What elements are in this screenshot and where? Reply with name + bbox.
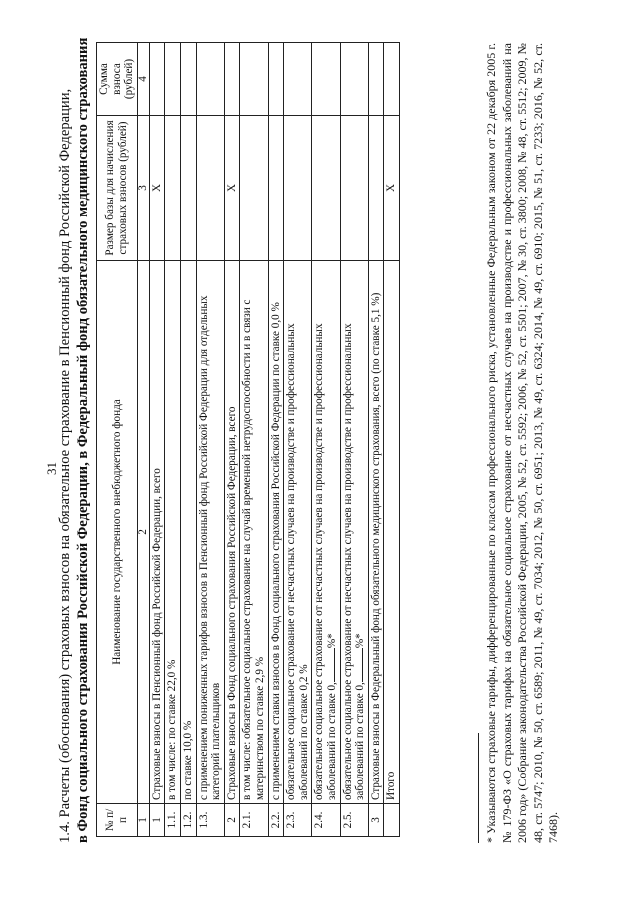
row-base [196,116,224,261]
row-base [180,116,196,261]
row-name: обязательное социальное страхование от несчастных случаев на производстве и профессиональных заболеваний по ставке 0,2 % [284,261,312,804]
row-base: X [149,116,165,261]
row-sum [224,43,240,116]
row-base [240,116,268,261]
row-sum [165,43,181,116]
footnote-mark: %* [354,633,367,649]
row-name: Страховые взносы в Фонд социального страхования Российской Федерации, всего [224,261,240,804]
row-number: 3 [368,804,384,837]
header-number: № п/п [97,804,138,837]
row-sum [180,43,196,116]
row-sum [240,43,268,116]
row-number: 1.1. [165,804,181,837]
row-sum [340,43,368,116]
title-line-2: в Фонд социального страхования Российской Федерации, в Федеральный фонд обязательного медицинского страхования [75,37,91,843]
row-base [165,116,181,261]
row-base: X [384,116,400,261]
header-sum: Сумма взноса (рублей) [97,43,138,116]
header-base: Размер базы для начисления страховых взносов (рублей) [97,116,138,261]
row-number: 2.4. [312,804,340,837]
column-index: 4 [137,43,149,116]
row-name [340,261,368,804]
row-base [268,116,284,261]
blank-rate-line [334,648,335,682]
blank-rate-line [362,648,363,682]
row-base [368,116,384,261]
table-row [196,43,224,837]
row-sum [312,43,340,116]
row-name-text: обязательное социальное страхование от несчастных случаев на производстве и профессиональных заболеваний по ставке 0, [313,323,338,800]
row-base [284,116,312,261]
table-row [312,43,340,837]
table-row [224,43,240,837]
page-number: 31 [44,462,59,475]
row-sum [196,43,224,116]
row-name: с применением пониженных тарифов взносов в Пенсионный фонд Российской Федерации для отдельных категорий плательщиков [196,261,224,804]
row-base [312,116,340,261]
footnote-divider [478,733,479,843]
row-base: X [224,116,240,261]
row-name: по ставке 10,0 % [180,261,196,804]
table-row [268,43,284,837]
row-name: Итого [384,261,400,804]
table-row-total [384,43,400,837]
column-index: 3 [137,116,149,261]
row-name [312,261,340,804]
row-name: Страховые взносы в Пенсионный фонд Российской Федерации, всего [149,261,165,804]
column-index-row [137,43,149,837]
table-row [180,43,196,837]
row-name: в том числе: по ставке 22,0 % [165,261,181,804]
row-number: 2 [224,804,240,837]
row-sum [284,43,312,116]
row-name: в том числе: обязательное социальное страхование на случай временной нетрудоспособности и в связи с материнством по ставке 2,9 % [240,261,268,804]
title-line-1: 1.4. Расчеты (обоснования) страховых взносов на обязательное страхование в Пенсионный фонд Российской Федерации, [57,88,73,843]
row-number: 1 [149,804,165,837]
table-row [284,43,312,837]
row-name: с применением ставки взносов в Фонд социального страхования Российской Федерации по ставке 0,0 % [268,261,284,804]
table-header-row [97,43,138,837]
contributions-table [96,42,400,837]
table-row [340,43,368,837]
row-name: Страховые взносы в Федеральный фонд обязательного медицинского страхования, всего (по ставке 5,1 %) [368,261,384,804]
row-number: 2.2. [268,804,284,837]
table-row [368,43,384,837]
row-number: 2.5. [340,804,368,837]
row-number: 2.1. [240,804,268,837]
column-index: 1 [137,804,149,837]
header-fund-name: Наименование государственного внебюджетного фонда [97,261,138,804]
column-index: 2 [137,261,149,804]
section-title [56,37,92,843]
footnote: * Указываются страховые тарифы, дифференцированные по классам профессионального риска, установленные Федеральным законом от 22 декабря 2005 г. № 179-ФЗ «О страховых тарифах на обязательное социальное страхование от несчастных случаев на производстве и профессиональных заболеваний на 2006 год» (Собрание законодательства Российской Федерации, 2005, № 52, ст. 5592; 2006, № 52, ст. 5501; 2007, № 30, ст. 3800; 2008, № 48, ст. 5512; 2009, № 48, ст. 5747; 2010, № 50, ст. 6589; 2011, № 49, ст. 7034; 2012, № 50, ст. 6951; 2013, № 49, ст. 6324; 2014, № 49, ст. 6910; 2015, № 51, ст. 7233; 2016, № 52, ст. 7468). [484,43,560,843]
table-row [240,43,268,837]
table-row [149,43,165,837]
row-number: 1.2. [180,804,196,837]
table-row [165,43,181,837]
row-sum [268,43,284,116]
row-number: 1.3. [196,804,224,837]
footnote-mark: %* [325,633,338,649]
row-name-text: обязательное социальное страхование от несчастных случаев на производстве и профессиональных заболеваний по ставке 0, [341,323,367,800]
row-sum [384,43,400,116]
row-number: 2.3. [284,804,312,837]
row-number [384,804,400,837]
row-sum [149,43,165,116]
row-sum [368,43,384,116]
row-base [340,116,368,261]
